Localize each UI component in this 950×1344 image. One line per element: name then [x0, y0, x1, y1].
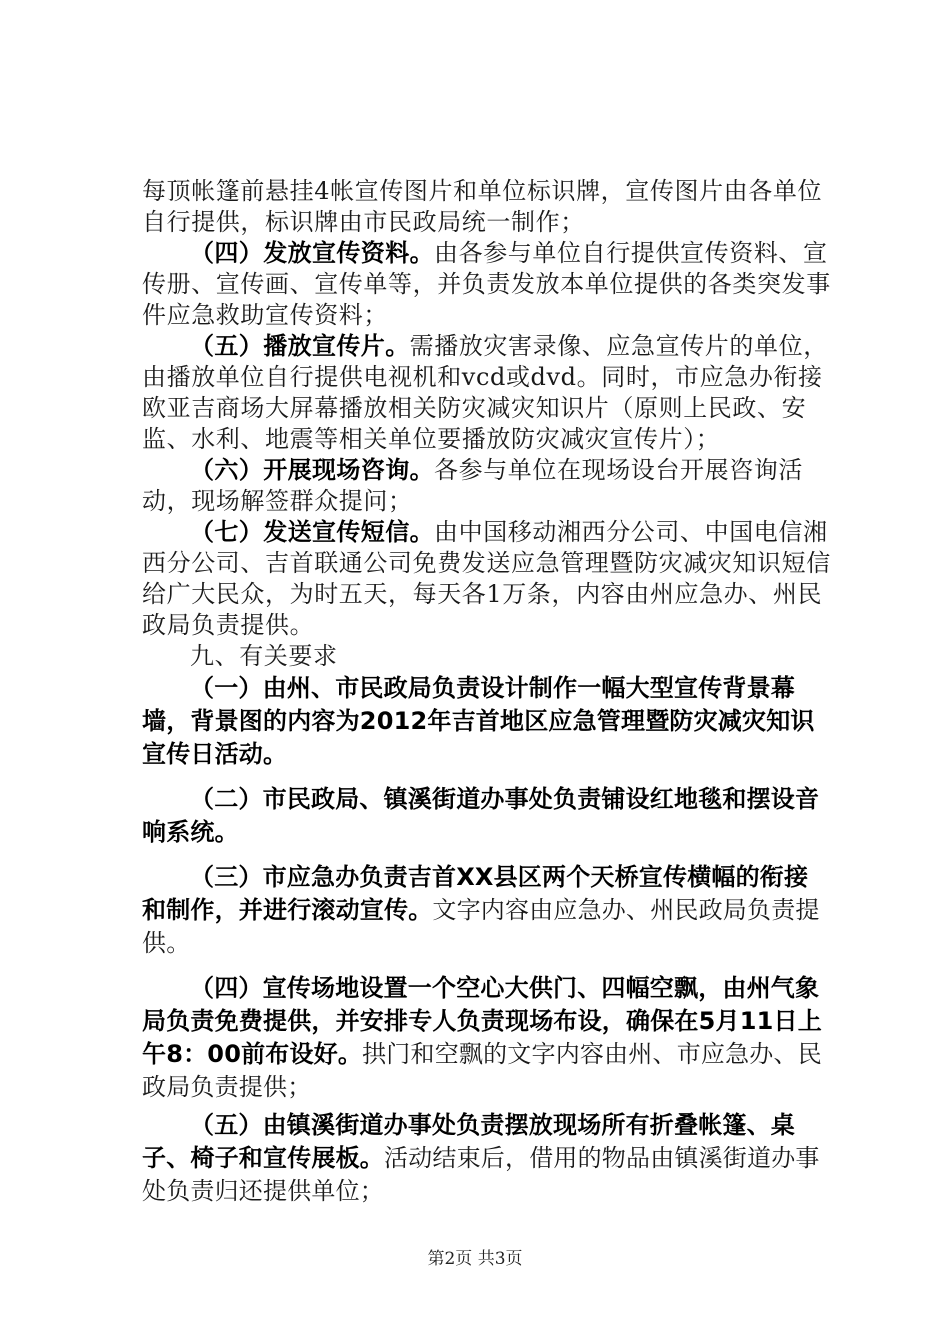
requirement-item-1: （一）由州、市民政局负责设计制作一幅大型宣传背景幕墙，背景图的内容为2012年吉首地区应急管理暨防灾减灾知识宣传日活动。 — [142, 674, 815, 768]
paragraph-lead: （五）播放宣传片。 — [190, 332, 410, 360]
requirement-item-2: （二）市民政局、镇溪街道办事处负责铺设红地毯和摆设音响系统。 — [142, 785, 820, 846]
paragraph-play-videos: （五）播放宣传片。需播放灾害录像、应急宣传片的单位，由播放单位自行提供电视机和vcd或dvd。同时，市应急办衔接欧亚吉商场大屏幕播放相关防灾减灾知识片（原则上民政、安监、水利、地震等相关单位要播放防灾减灾宣传片）； — [142, 332, 828, 453]
page-number-footer: 第2页 共3页 — [427, 1249, 523, 1269]
paragraph-lead: （四）发放宣传资料。 — [190, 239, 434, 267]
requirement-item-4: （四）宣传场地设置一个空心大供门、四幅空飘，由州气象局负责免费提供，并安排专人负责现场布设，确保在5月11日上午8：00前布设好。拱门和空飘的文字内容由州、市应急办、民政局负责提供； — [142, 974, 822, 1101]
paragraph-lead: （六）开展现场咨询。 — [190, 456, 434, 484]
requirement-item-5: （五）由镇溪街道办事处负责摆放现场所有折叠帐篷、桌子、椅子和宣传展板。活动结束后，借用的物品由镇溪街道办事处负责归还提供单位； — [142, 1111, 820, 1205]
paragraph-tent-banners: 每顶帐篷前悬挂4帐宣传图片和单位标识牌，宣传图片由各单位自行提供，标识牌由市民政局统一制作； — [142, 177, 823, 236]
paragraph-consultation: （六）开展现场咨询。各参与单位在现场设台开展咨询活动，现场解签群众提问； — [142, 456, 803, 515]
paragraph-lead: （七）发送宣传短信。 — [190, 518, 434, 546]
paragraph-sms: （七）发送宣传短信。由中国移动湘西分公司、中国电信湘西分公司、吉首联通公司免费发送应急管理暨防灾减灾知识短信给广大民众，为时五天，每天各1万条，内容由州应急办、州民政局负责提供。 — [142, 518, 831, 639]
paragraph-distribute-materials: （四）发放宣传资料。由各参与单位自行提供宣传资料、宣传册、宣传画、宣传单等，并负责发放本单位提供的各类突发事件应急救助宣传资料； — [142, 239, 831, 329]
requirement-item-3: （三）市应急办负责吉首XX县区两个天桥宣传横幅的衔接和制作，并进行滚动宣传。文字内容由应急办、州民政局负责提供。 — [142, 863, 820, 957]
document-body — [142, 176, 832, 1208]
section-heading-requirements: 九、有关要求 — [190, 642, 338, 670]
